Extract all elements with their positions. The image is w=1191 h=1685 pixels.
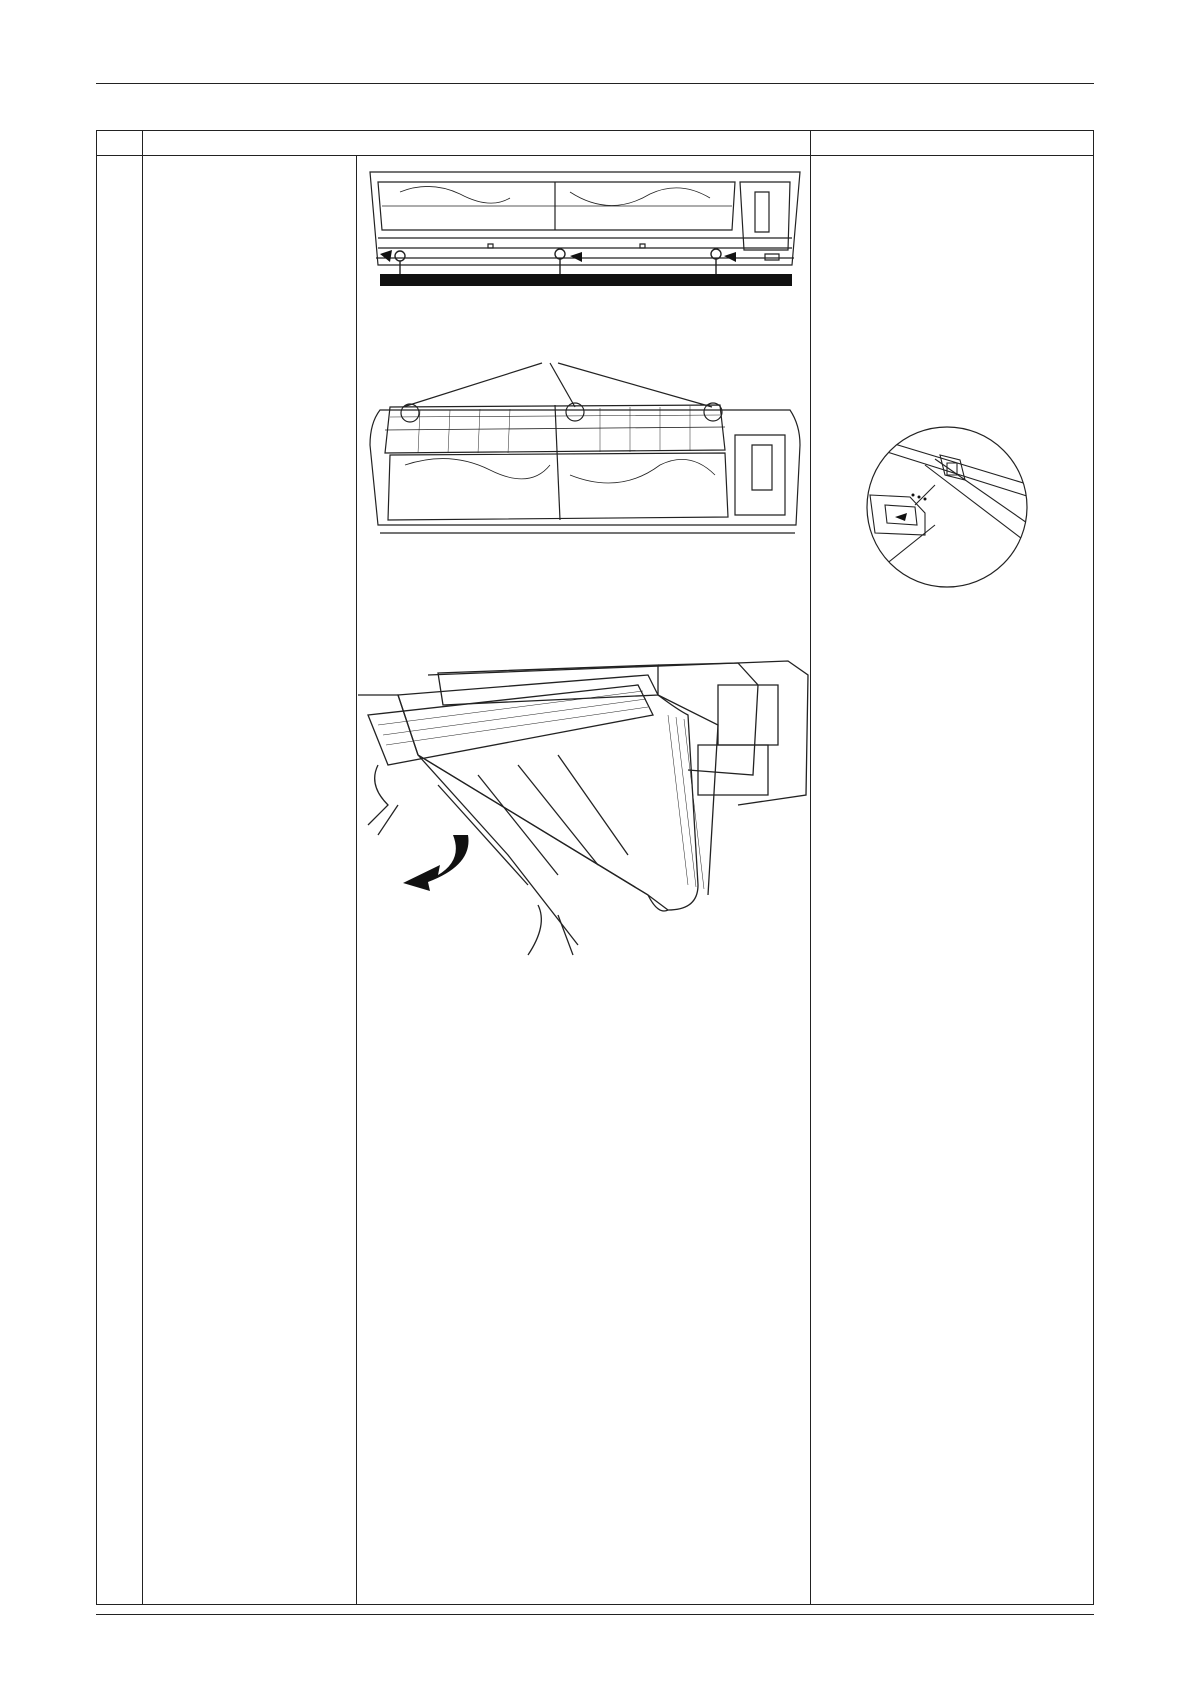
front-grille-removal-figure bbox=[358, 655, 810, 965]
column-divider-points bbox=[810, 130, 811, 1605]
footer-rule bbox=[96, 1614, 1094, 1615]
header-rule bbox=[96, 83, 1094, 84]
column-divider-procedure-figure bbox=[356, 155, 357, 1605]
table-header-divider bbox=[96, 155, 1094, 156]
hook-detail-figure bbox=[865, 425, 1030, 590]
column-divider-step bbox=[142, 130, 143, 1605]
front-panel-hooks-figure bbox=[360, 355, 810, 535]
front-panel-screws-figure bbox=[360, 170, 810, 300]
